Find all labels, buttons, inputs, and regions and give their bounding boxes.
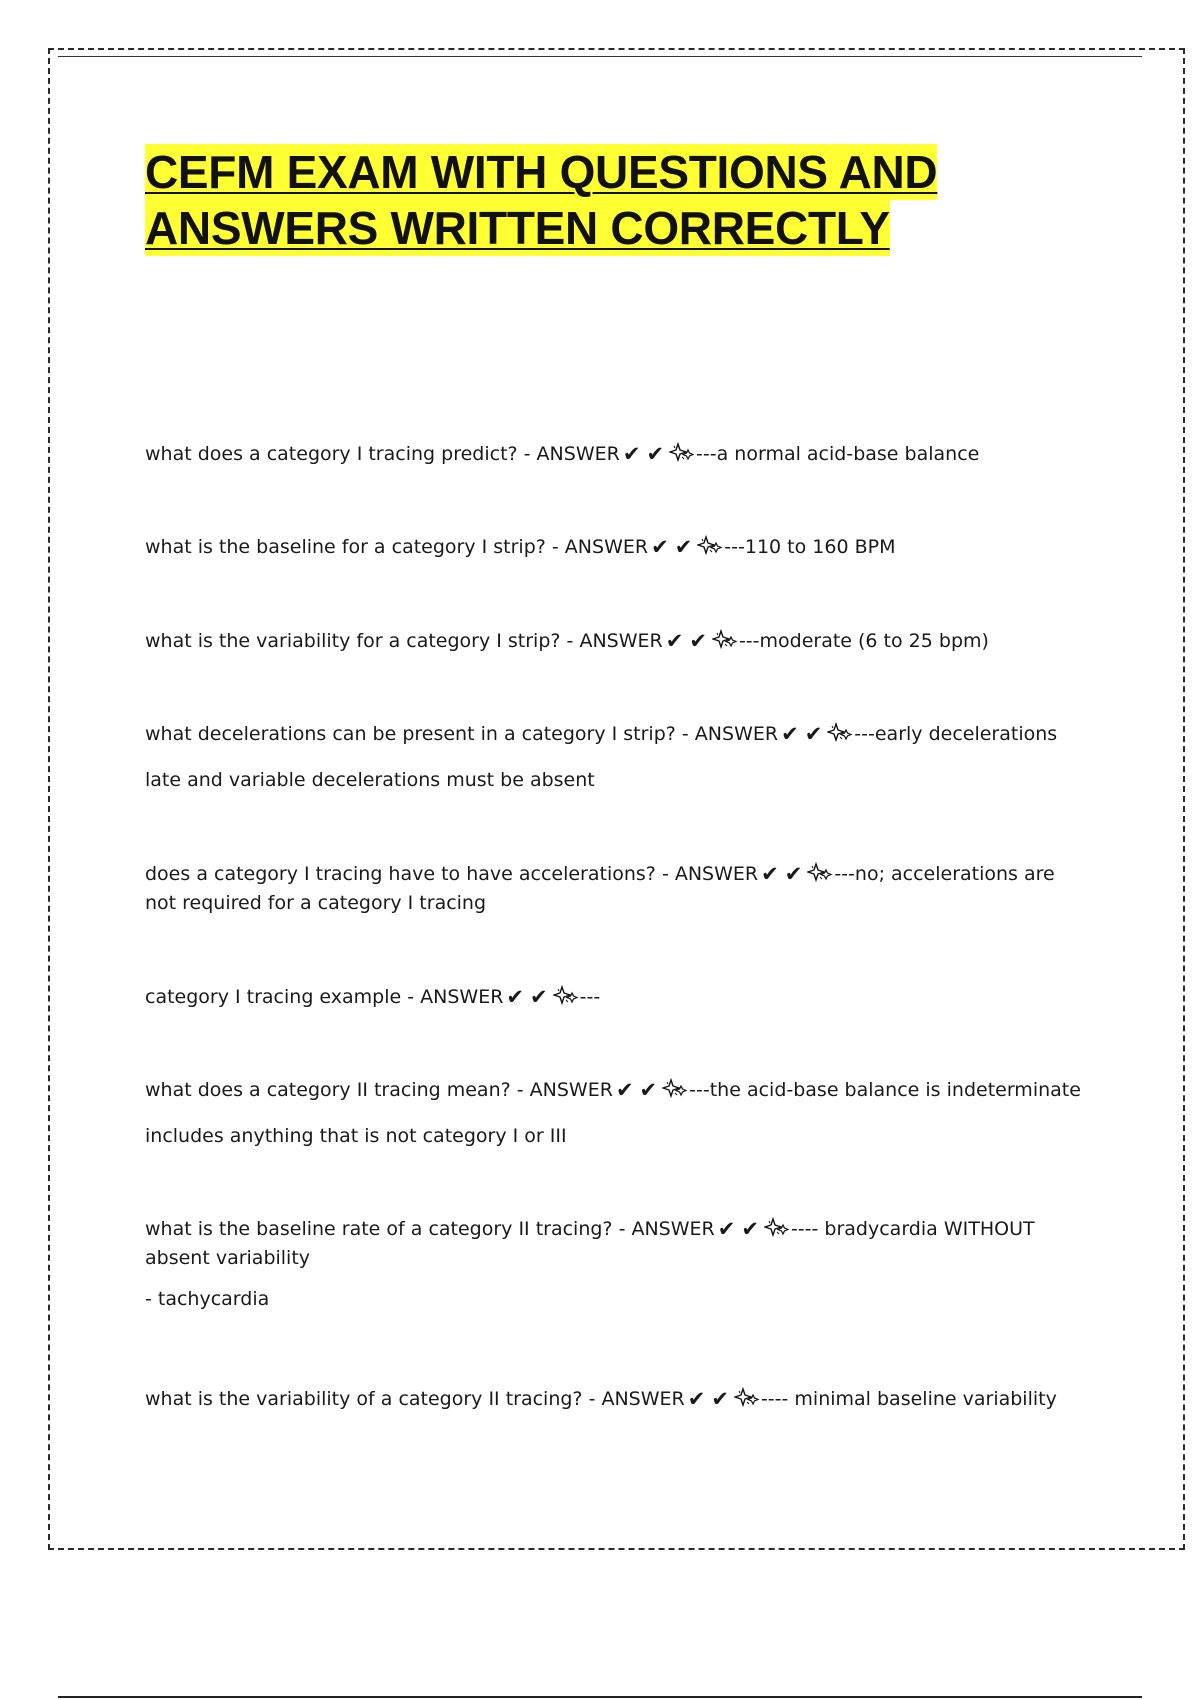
qa-item-8 [145, 1215, 1085, 1314]
check-mark-icon: ✔ [804, 722, 823, 746]
bottom-rule [58, 1696, 1142, 1698]
answer-marker: - ANSWER [523, 443, 620, 465]
answer-text: ---- bradycardia WITHOUT absent variability [145, 1218, 1035, 1269]
sparkle-icon [553, 985, 579, 1007]
check-mark-icon: ✔ [646, 442, 665, 466]
question-text: what does a category II tracing mean? [145, 1079, 511, 1101]
qa-line [145, 1215, 1085, 1273]
qa-item-6 [145, 983, 1085, 1012]
answer-marker: - ANSWER [588, 1388, 685, 1410]
sparkle-icon [734, 1387, 760, 1409]
qa-item-1 [145, 440, 1085, 469]
sparkle-icon [712, 629, 738, 651]
sparkle-icon [827, 722, 853, 744]
sparkle-icon [669, 442, 695, 464]
answer-marker: - ANSWER [618, 1218, 715, 1240]
sparkle-icon [764, 1217, 790, 1239]
answer-text: ---110 to 160 BPM [724, 536, 896, 558]
check-mark-icon: ✔ [674, 535, 693, 559]
answer-marker: - ANSWER [516, 1079, 613, 1101]
check-mark-icon: ✔ [781, 722, 799, 746]
qa-line [145, 1385, 1085, 1414]
check-mark-icon: ✔ [687, 1387, 706, 1411]
answer-marker: - ANSWER [661, 863, 759, 885]
answer-text: ---a normal acid-base balance [696, 443, 980, 465]
check-mark-icon: ✔ [530, 985, 548, 1009]
qa-line [145, 983, 1085, 1012]
answer-text: ---moderate (6 to 25 bpm) [738, 630, 989, 652]
answer-text: ---- minimal baseline variability [760, 1388, 1057, 1410]
sparkle-icon [662, 1078, 688, 1100]
answer-text: ---no; accelerations are not required for a category I tracing [145, 863, 1055, 914]
question-text: category I tracing example [145, 986, 402, 1008]
check-mark-icon: ✔ [665, 629, 684, 653]
check-mark-icon: ✔ [651, 535, 669, 559]
answer-extra: - tachycardia [145, 1288, 270, 1310]
qa-line [145, 720, 1085, 749]
answer-extra: includes anything that is not category I or III [145, 1125, 567, 1147]
question-text: what is the baseline rate of a category II tracing? [145, 1218, 613, 1240]
question-text: what does a category I tracing predict? [145, 443, 518, 465]
title-line-2: ANSWERS WRITTEN CORRECTLY [145, 202, 890, 254]
check-mark-icon: ✔ [784, 862, 803, 886]
answer-text: ---early decelerations [854, 723, 1058, 745]
document-title [145, 144, 1045, 256]
check-mark-icon: ✔ [506, 985, 525, 1009]
check-mark-icon: ✔ [741, 1217, 759, 1241]
answer-marker: - ANSWER [681, 723, 779, 745]
question-text: does a category I tracing have to have accelerations? [145, 863, 656, 885]
qa-item-5 [145, 860, 1085, 918]
check-mark-icon: ✔ [639, 1078, 658, 1102]
qa-line [145, 533, 1085, 562]
answer-text: --- [579, 986, 601, 1008]
sparkle-icon [807, 862, 833, 884]
qa-item-2 [145, 533, 1085, 562]
title-line-1: CEFM EXAM WITH QUESTIONS AND [145, 146, 938, 198]
answer-text: ---the acid-base balance is indeterminate [689, 1079, 1081, 1101]
qa-item-7 [145, 1076, 1085, 1151]
check-mark-icon: ✔ [711, 1387, 729, 1411]
check-mark-icon: ✔ [689, 629, 707, 653]
question-text: what decelerations can be present in a category I strip? [145, 723, 676, 745]
question-text: what is the variability of a category II tracing? [145, 1388, 583, 1410]
qa-line [145, 860, 1085, 918]
top-rule [58, 56, 1142, 57]
check-mark-icon: ✔ [615, 1078, 634, 1102]
check-mark-icon: ✔ [761, 862, 779, 886]
qa-item-4 [145, 720, 1085, 795]
check-mark-icon: ✔ [622, 442, 641, 466]
qa-item-9 [145, 1385, 1085, 1414]
qa-line [145, 1076, 1085, 1105]
qa-item-3 [145, 627, 1085, 656]
answer-extra: late and variable decelerations must be absent [145, 769, 595, 791]
answer-marker: - ANSWER [407, 986, 504, 1008]
check-mark-icon: ✔ [717, 1217, 736, 1241]
answer-marker: - ANSWER [566, 630, 663, 652]
question-text: what is the variability for a category I strip? [145, 630, 561, 652]
question-text: what is the baseline for a category I strip? [145, 536, 546, 558]
sparkle-icon [697, 535, 723, 557]
qa-line [145, 627, 1085, 656]
qa-line [145, 440, 1085, 469]
answer-marker: - ANSWER [551, 536, 649, 558]
page-border [48, 48, 1185, 1550]
